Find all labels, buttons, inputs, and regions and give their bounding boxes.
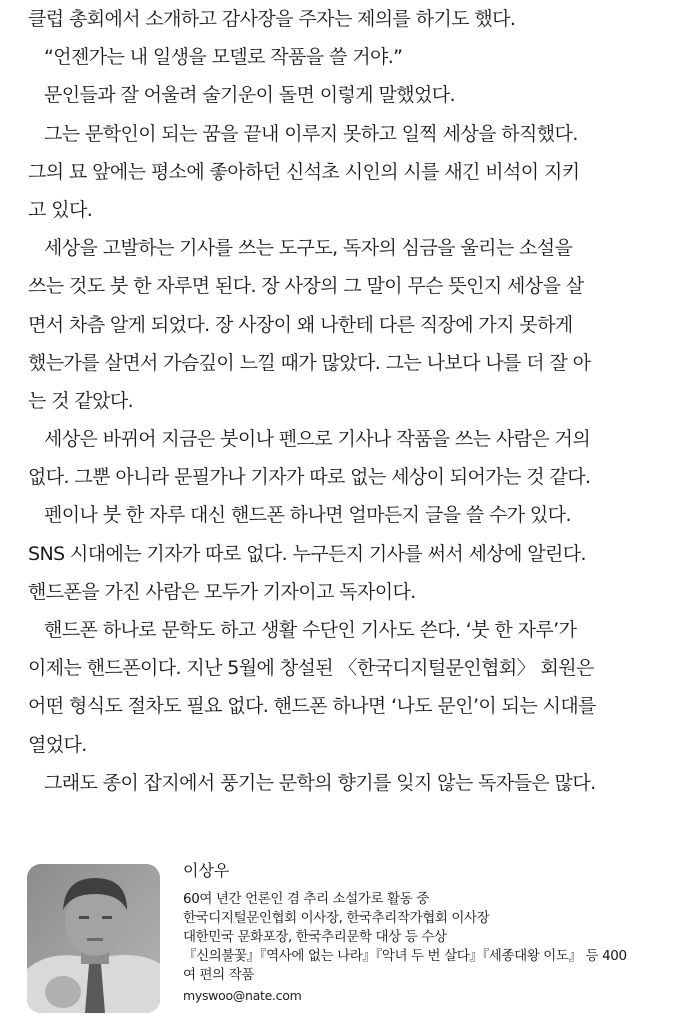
article-line: 면서 차츰 알게 되었다. 장 사장이 왜 나한테 다른 직장에 가지 못하게 bbox=[28, 313, 573, 336]
article-line: 클럽 총회에서 소개하고 감사장을 주자는 제의를 하기도 했다. bbox=[28, 8, 516, 30]
article-line: 펜이나 붓 한 자루 대신 핸드폰 하나면 얼마든지 글을 쓸 수가 있다. bbox=[44, 504, 571, 527]
author-photo bbox=[27, 864, 160, 1013]
article-line: 핸드폰 하나로 문학도 하고 생활 수단인 기사도 쓴다. ‘붓 한 자루’가 bbox=[44, 619, 577, 641]
article-line: 어떤 형식도 절차도 필요 없다. 핸드폰 하나면 ‘나도 문인’이 되는 시대를 bbox=[28, 695, 596, 718]
article-line: SNS 시대에는 기자가 따로 없다. 누구든지 기사를 써서 세상에 알린다. bbox=[28, 542, 586, 565]
article-line: “언젠가는 내 일생을 모델로 작품을 쓸 거야.” bbox=[44, 46, 403, 69]
article-line: 그의 묘 앞에는 평소에 좋아하던 신석초 시인의 시를 새긴 비석이 지키 bbox=[28, 160, 580, 183]
article-line: 그래도 종이 잡지에서 풍기는 문학의 향기를 잊지 않는 독자들은 많다. bbox=[44, 771, 596, 794]
author-info bbox=[183, 862, 683, 1006]
article-line: 이제는 핸드폰이다. 지난 5월에 창설된 〈한국디지털문인협회〉 회원은 bbox=[28, 657, 594, 680]
author-portrait-icon bbox=[27, 864, 160, 1013]
article-line: 열었다. bbox=[28, 733, 87, 756]
author-bio-line: 한국디지털문인협회 이사장, 한국추리작가협회 이사장 bbox=[183, 910, 490, 926]
article-line: 고 있다. bbox=[28, 198, 93, 221]
author-bio bbox=[27, 862, 677, 1017]
article-line: 쓰는 것도 붓 한 자루면 된다. 장 사장의 그 말이 무슨 뜻인지 세상을 살 bbox=[28, 275, 584, 298]
author-name: 이상우 bbox=[183, 861, 230, 880]
author-bio-line: 대한민국 문화포장, 한국추리문학 대상 등 수상 bbox=[183, 929, 447, 945]
author-email[interactable]: myswoo@nate.com bbox=[183, 988, 302, 1003]
article-line: 했는가를 살면서 가슴깊이 느낄 때가 많았다. 그는 나보다 나를 더 잘 아 bbox=[28, 351, 591, 374]
author-bio-line: 『신의불꽃』『역사에 없는 나라』『악녀 두 번 살다』『세종대왕 이도』 등 400 bbox=[183, 948, 627, 964]
article-line: 는 것 같았다. bbox=[28, 389, 134, 412]
author-bio-line: 60여 년간 언론인 겸 추리 소설가로 활동 중 bbox=[183, 891, 429, 907]
article-line: 그는 문학인이 되는 꿈을 끝내 이루지 못하고 일찍 세상을 하직했다. bbox=[44, 122, 578, 145]
article-line: 문인들과 잘 어울려 술기운이 돌면 이렇게 말했었다. bbox=[44, 84, 455, 107]
author-bio-line: 여 편의 작품 bbox=[183, 967, 254, 983]
article-line: 세상은 바뀌어 지금은 붓이나 펜으로 기사나 작품을 쓰는 사람은 거의 bbox=[44, 428, 591, 451]
article-line: 세상을 고발하는 기사를 쓰는 도구도, 독자의 심금을 울리는 소설을 bbox=[44, 237, 573, 260]
article-body bbox=[28, 0, 664, 802]
article-line: 핸드폰을 가진 사람은 모두가 기자이고 독자이다. bbox=[28, 580, 416, 603]
article-line: 없다. 그뿐 아니라 문필가나 기자가 따로 없는 세상이 되어가는 것 같다. bbox=[28, 466, 591, 489]
